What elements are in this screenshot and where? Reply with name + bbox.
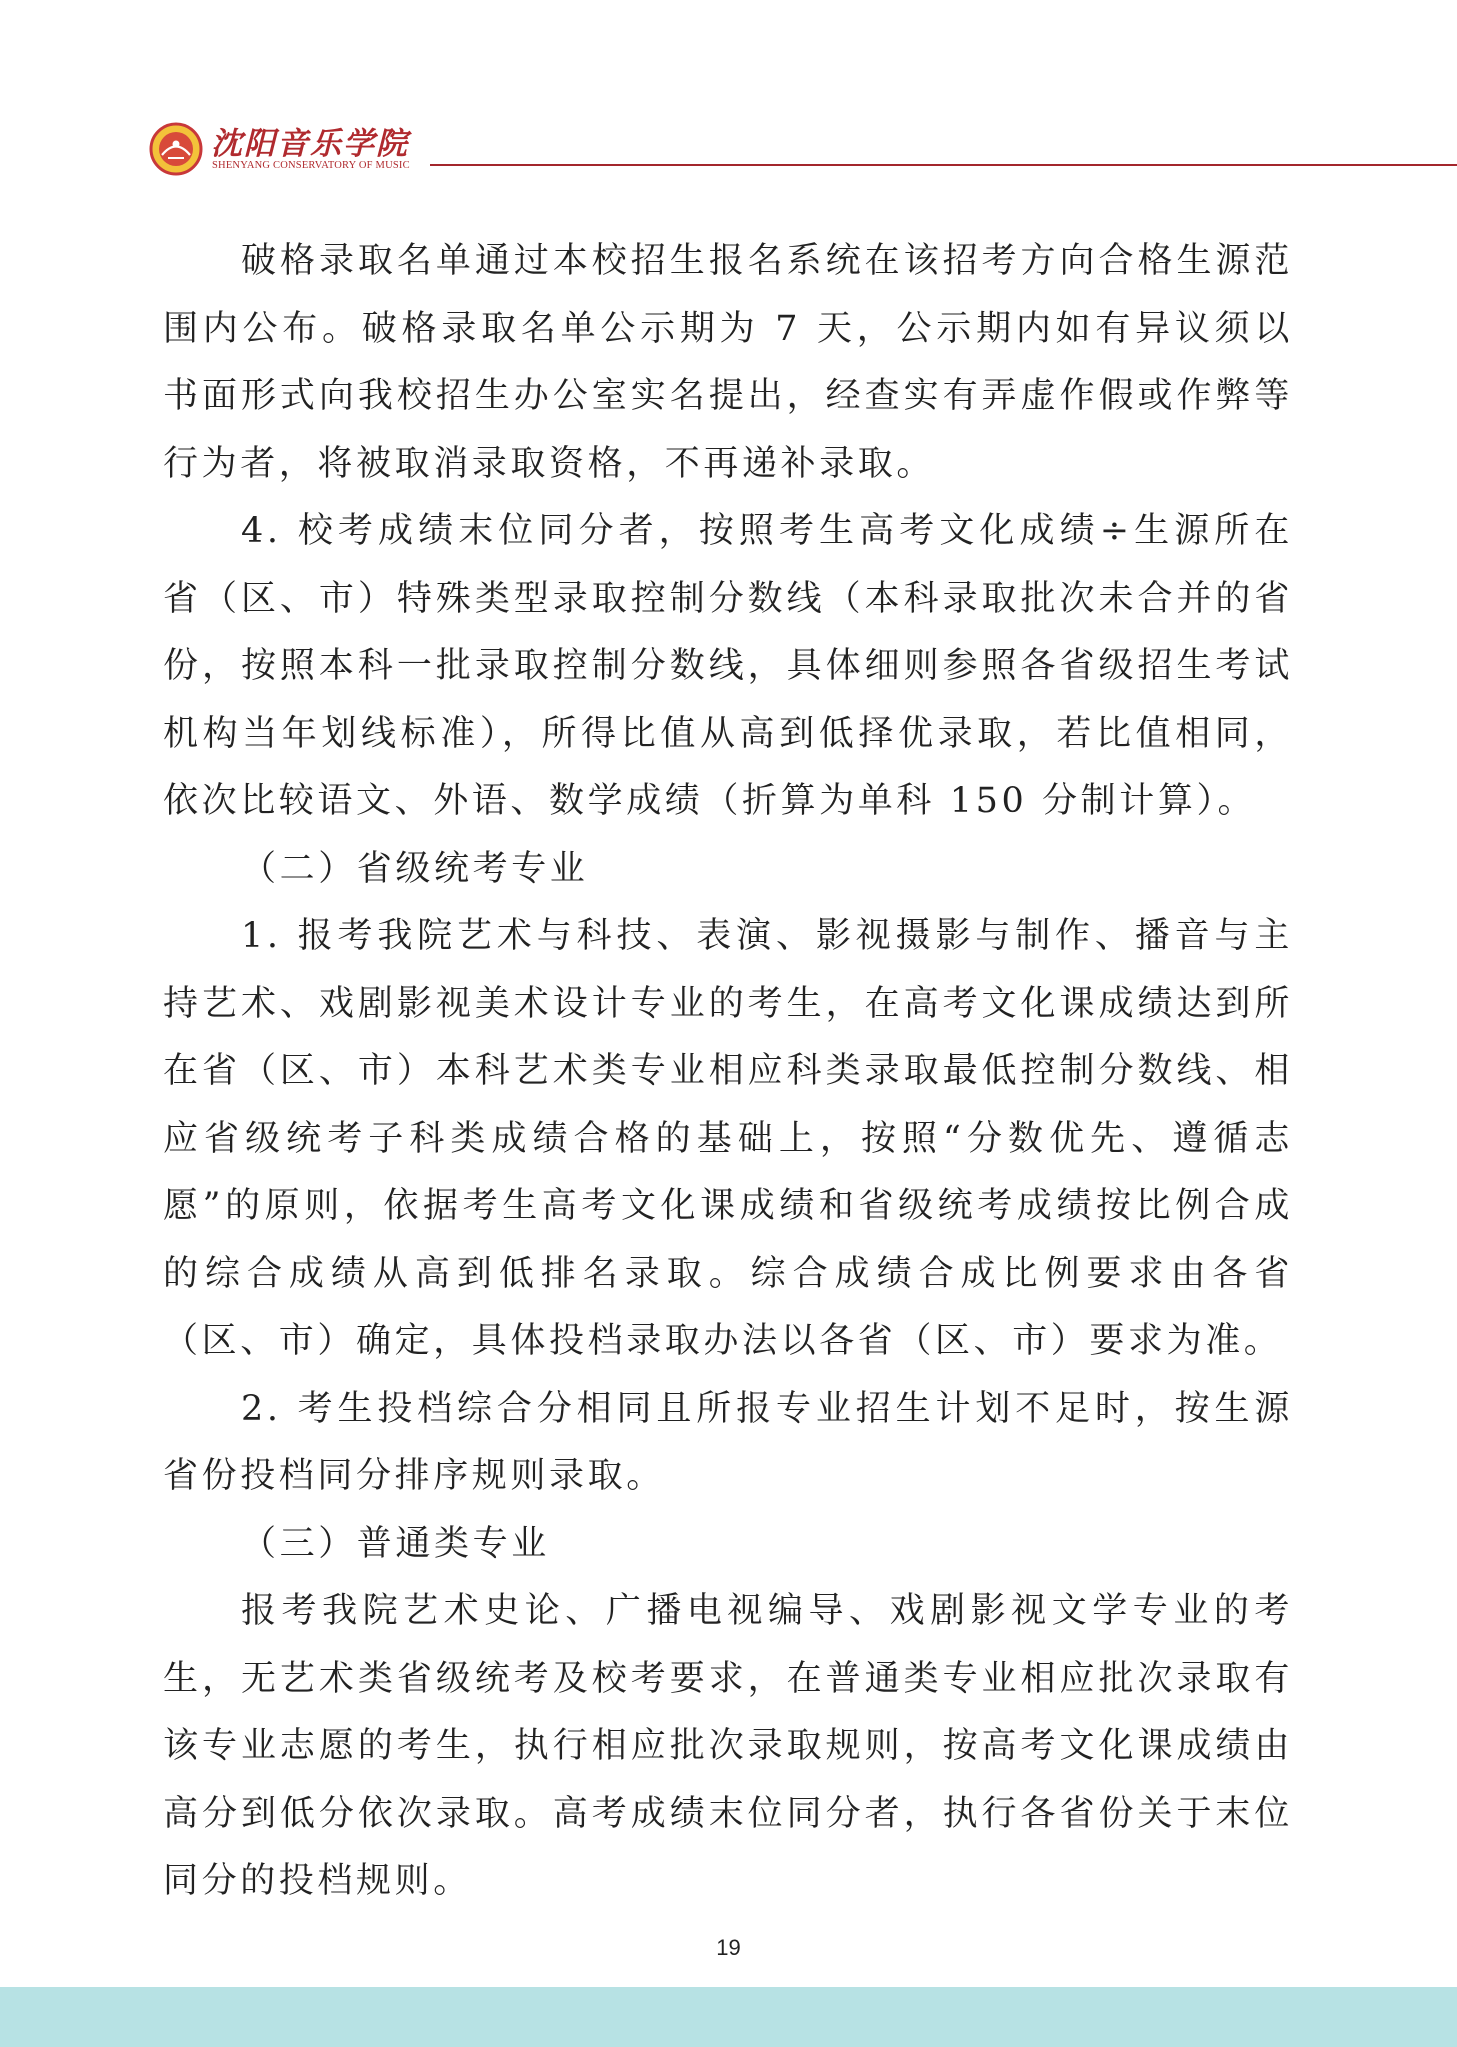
document-body: [163, 228, 1293, 1916]
page-number: 19: [716, 1935, 741, 1960]
paragraph-same-score-rule: 2. 考生投档综合分相同且所报专业招生计划不足时，按生源省份投档同分排序规则录取。: [163, 1388, 1293, 1496]
conservatory-emblem-icon: [149, 122, 203, 176]
section-heading-general-majors: （三）普通类专业: [241, 1523, 550, 1564]
section-heading-provincial-exam: （二）省级统考专业: [241, 848, 589, 889]
logo-chinese-name: 沈阳音乐学院: [211, 126, 409, 162]
page-header: [145, 118, 1457, 178]
paragraph-tie-break-rule: 4. 校考成绩末位同分者，按照考生高考文化成绩÷生源所在省（区、市）特殊类型录取控制分数线（本科录取批次未合并的省份，按照本科一批录取控制分数线，具体细则参照各省级招生考试机构当年划线标准），所得比值从高到低择优录取，若比值相同，依次比较语文、外语、数学成绩（折算为单科 150 分制计算）。: [163, 511, 1293, 821]
paragraph-general-majors-admission: 报考我院艺术史论、广播电视编导、戏剧影视文学专业的考生，无艺术类省级统考及校考要求，在普通类专业相应批次录取有该专业志愿的考生，执行相应批次录取规则，按高考文化课成绩由高分到低分依次录取。高考成绩末位同分者，执行各省份关于末位同分的投档规则。: [163, 1591, 1293, 1901]
footer-band: [0, 1987, 1457, 2047]
logo-english-name: SHENYANG CONSERVATORY OF MUSIC: [212, 160, 410, 171]
paragraph-provincial-admission: 1. 报考我院艺术与科技、表演、影视摄影与制作、播音与主持艺术、戏剧影视美术设计专业的考生，在高考文化课成绩达到所在省（区、市）本科艺术类专业相应科类录取最低控制分数线、相应省级统考子科类成绩合格的基础上，按照“分数优先、遵循志愿”的原则，依据考生高考文化课成绩和省级统考成绩按比例合成的综合成绩从高到低排名录取。综合成绩合成比例要求由各省（区、市）确定，具体投档录取办法以各省（区、市）要求为准。: [163, 916, 1293, 1361]
header-rule: [430, 164, 1457, 166]
paragraph-breakthrough-admission-list: 破格录取名单通过本校招生报名系统在该招考方向合格生源范围内公布。破格录取名单公示期为 7 天，公示期内如有异议须以书面形式向我校招生办公室实名提出，经查实有弄虚作假或作弊等行为者，将被取消录取资格，不再递补录取。: [163, 241, 1293, 484]
